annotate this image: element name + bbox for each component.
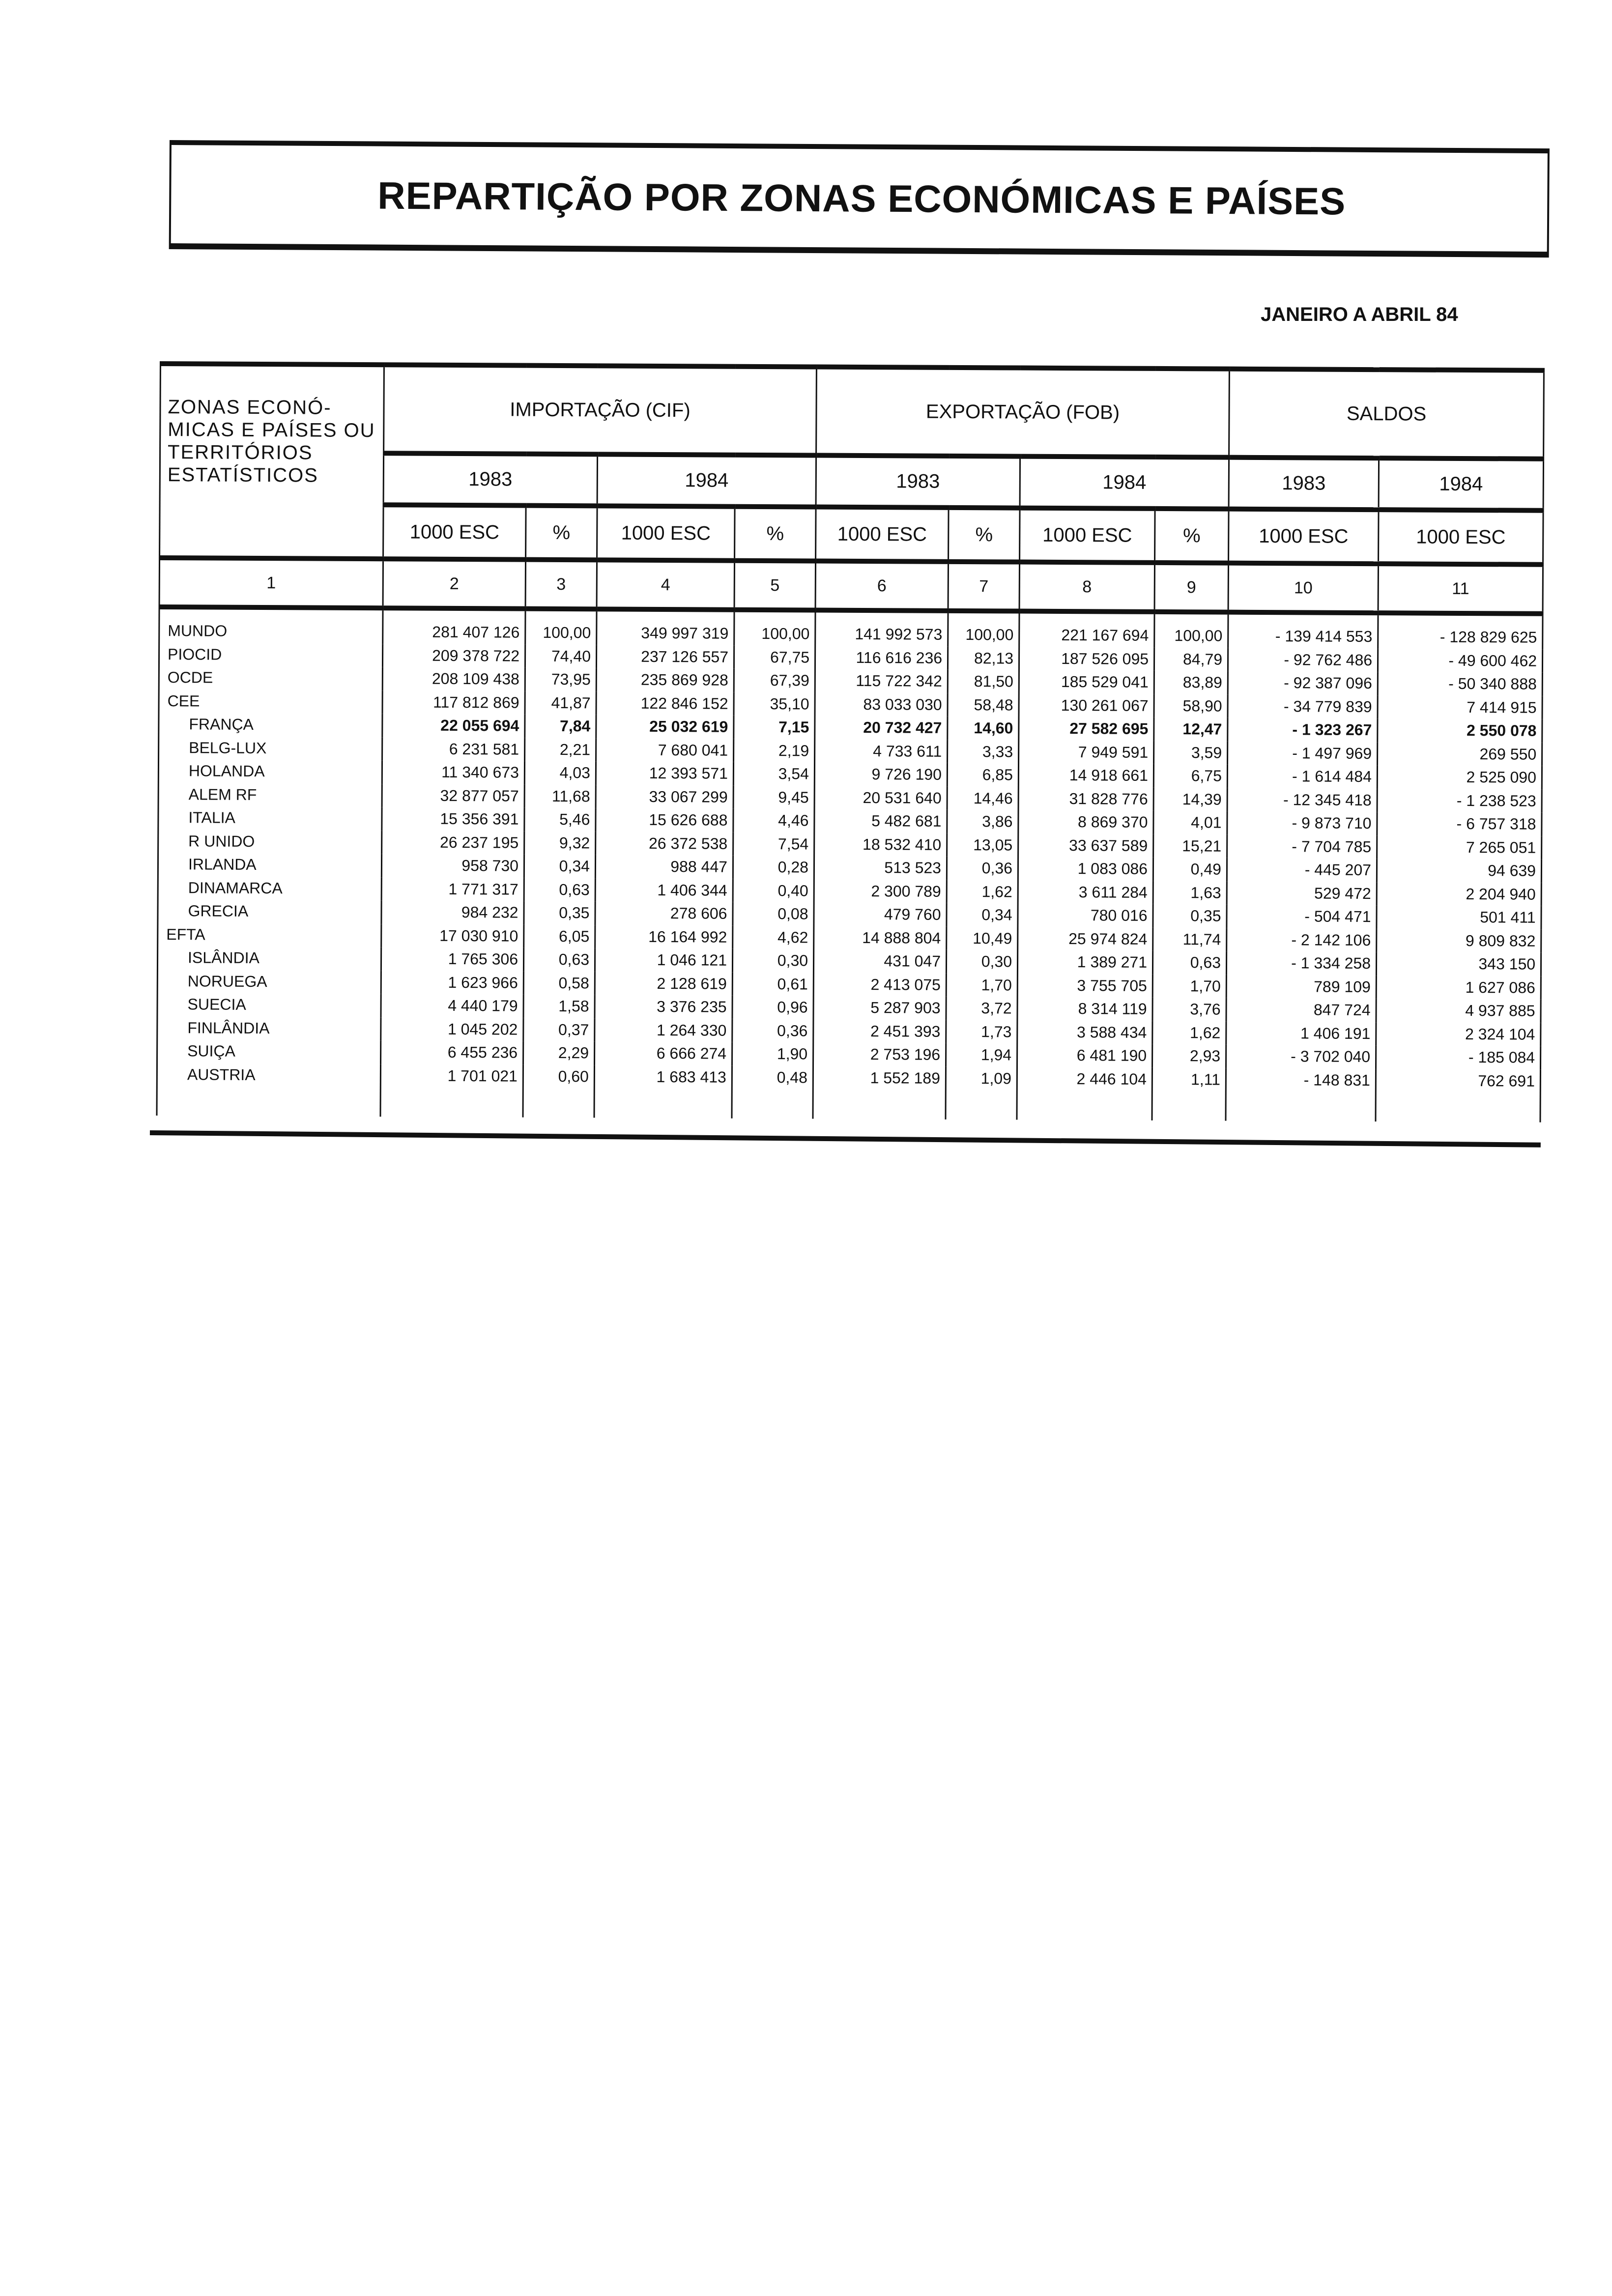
cell-exp84: 27 582 695: [1019, 717, 1154, 741]
cell-exp84p: 4,01: [1153, 811, 1227, 834]
cell-imp84: 237 126 557: [596, 645, 734, 669]
cell-exp83p: 82,13: [948, 646, 1019, 670]
cell-imp83p: 100,00: [525, 609, 597, 645]
cell-imp84: 1 683 413: [594, 1065, 732, 1119]
cell-exp84p: 83,89: [1154, 671, 1228, 694]
cell-imp83: 958 730: [381, 854, 524, 878]
cell-exp84: 780 016: [1018, 904, 1153, 928]
cell-imp83p: 73,95: [525, 668, 596, 691]
cell-imp83: 281 407 126: [383, 608, 525, 644]
col-number: 9: [1154, 563, 1228, 612]
cell-exp84p: 14,39: [1153, 787, 1227, 811]
cell-imp83: 32 877 057: [382, 784, 524, 808]
cell-exp83p: 0,36: [947, 857, 1018, 880]
cell-exp84: 1 389 271: [1017, 950, 1152, 975]
cell-sal83: 1 406 191: [1226, 1021, 1376, 1045]
unit-header: 1000 ESC: [383, 505, 526, 559]
saldos-group-header: SALDOS: [1229, 369, 1544, 459]
cell-sal83: - 139 414 553: [1228, 612, 1378, 649]
cell-imp83p: 0,35: [524, 901, 595, 925]
zone-name: AUSTRIA: [157, 1062, 381, 1117]
cell-exp84: 33 637 589: [1018, 833, 1153, 858]
period-label: JANEIRO A ABRIL 84: [1261, 304, 1458, 325]
cell-imp84: 26 372 538: [596, 832, 733, 856]
cell-imp84p: 67,75: [734, 645, 815, 669]
cell-imp84p: 35,10: [734, 692, 815, 716]
cell-imp84: 988 447: [595, 855, 733, 879]
cell-imp84: 33 067 299: [596, 785, 733, 809]
zone-name: GRECIA: [158, 899, 381, 924]
pct-header: %: [735, 507, 816, 561]
cell-sal83: - 504 471: [1227, 905, 1377, 929]
unit-header: 1000 ESC: [1379, 510, 1544, 565]
cell-sal83: - 34 779 839: [1228, 694, 1378, 718]
cell-exp83: 116 616 236: [815, 646, 948, 670]
cell-exp84p: 3,76: [1152, 998, 1226, 1021]
cell-exp84p: 3,59: [1154, 741, 1228, 764]
import-group-header: IMPORTAÇÃO (CIF): [384, 365, 817, 455]
col-number: 8: [1019, 562, 1154, 612]
cell-imp84: 25 032 619: [596, 715, 734, 739]
cell-sal84: - 49 600 462: [1378, 649, 1542, 673]
table-body: [157, 607, 1543, 1122]
zone-name: SUECIA: [157, 993, 381, 1017]
cell-sal84: 2 525 090: [1377, 765, 1542, 789]
cell-exp83: 1 552 189: [813, 1066, 946, 1119]
cell-sal84: 4 937 885: [1376, 999, 1541, 1023]
cell-imp83: 117 812 869: [382, 690, 525, 715]
cell-sal83: - 3 702 040: [1226, 1045, 1376, 1069]
cell-imp83: 1 045 202: [381, 1017, 523, 1041]
col-number: 7: [948, 562, 1019, 611]
cell-sal83: - 7 704 785: [1227, 834, 1377, 859]
cell-imp83p: 11,68: [524, 784, 596, 808]
cell-imp83: 6 455 236: [381, 1040, 523, 1064]
cell-imp83: 17 030 910: [381, 924, 524, 948]
cell-imp84p: 0,61: [732, 972, 813, 996]
cell-sal84: 2 550 078: [1378, 718, 1542, 743]
cell-exp84: 2 446 104: [1017, 1067, 1152, 1120]
zone-name: ITALIA: [158, 806, 382, 831]
cell-exp83: 20 531 640: [814, 786, 947, 810]
cell-imp84: 2 128 619: [595, 972, 732, 996]
cell-exp84p: 11,74: [1153, 927, 1227, 951]
cell-exp83: 18 532 410: [814, 832, 947, 857]
cell-exp83p: 0,34: [947, 903, 1018, 927]
cell-imp83p: 6,05: [524, 924, 595, 948]
cell-imp84: 278 606: [595, 901, 733, 925]
cell-sal84: 7 265 051: [1377, 835, 1542, 860]
cell-sal83: 789 109: [1226, 975, 1376, 999]
col-number: 5: [734, 561, 816, 610]
zone-name: MUNDO: [159, 607, 383, 644]
cell-exp83: 5 482 681: [814, 809, 947, 833]
cell-sal83: - 2 142 106: [1227, 928, 1377, 952]
cell-imp83p: 0,60: [523, 1064, 595, 1118]
cell-exp83p: 81,50: [948, 670, 1019, 693]
cell-sal84: 762 691: [1376, 1069, 1541, 1122]
cell-exp83p: 3,86: [947, 810, 1018, 833]
cell-exp84: 3 611 284: [1018, 880, 1153, 904]
cell-exp84p: 58,90: [1154, 694, 1228, 718]
cell-imp84: 6 666 274: [595, 1041, 732, 1065]
zone-name: NORUEGA: [157, 969, 381, 994]
cell-sal84: 7 414 915: [1378, 695, 1542, 719]
cell-exp83p: 0,30: [946, 950, 1017, 974]
cell-imp83p: 0,63: [524, 878, 595, 901]
cell-imp83: 1 765 306: [381, 947, 523, 971]
col-number: 1: [159, 558, 383, 608]
cell-imp84: 1 046 121: [595, 948, 732, 972]
saldos-1984-header: 1984: [1379, 458, 1544, 511]
cell-exp84: 6 481 190: [1017, 1044, 1152, 1068]
pct-header: %: [949, 508, 1020, 562]
cell-exp84: 185 529 041: [1019, 670, 1154, 694]
cell-exp83: 2 300 789: [814, 879, 947, 903]
cell-imp84p: 2,19: [734, 739, 815, 762]
zone-name: HOLANDA: [158, 759, 382, 784]
cell-imp84p: 4,62: [733, 925, 814, 949]
cell-exp83p: 1,94: [946, 1043, 1017, 1067]
cell-exp84: 221 167 694: [1019, 611, 1154, 648]
cell-exp84: 187 526 095: [1019, 647, 1154, 671]
cell-imp83: 26 237 195: [382, 831, 524, 855]
cell-imp84p: 0,48: [732, 1065, 813, 1119]
cell-imp84: 1 264 330: [595, 1018, 732, 1042]
cell-exp83p: 10,49: [947, 926, 1018, 950]
cell-exp83: 20 732 427: [815, 716, 948, 740]
import-1983-header: 1983: [383, 453, 598, 506]
cell-sal84: - 128 829 625: [1378, 613, 1543, 649]
cell-exp84p: 1,62: [1152, 1021, 1226, 1044]
cell-exp83p: 1,09: [946, 1066, 1017, 1119]
export-1983-header: 1983: [816, 456, 1020, 508]
zone-name: FRANÇA: [159, 713, 382, 737]
pct-header: %: [1155, 509, 1229, 563]
unit-header: 1000 ESC: [816, 507, 949, 562]
cell-exp84: 3 588 434: [1017, 1020, 1152, 1044]
cell-exp83: 479 760: [814, 903, 947, 927]
cell-sal83: - 445 207: [1227, 858, 1377, 882]
zone-name: IRLANDA: [158, 853, 381, 877]
cell-sal84: - 185 084: [1376, 1045, 1541, 1069]
cell-exp83p: 1,73: [946, 1020, 1017, 1043]
cell-exp84p: 1,70: [1152, 974, 1226, 998]
cell-exp83: 4 733 611: [815, 739, 948, 763]
cell-sal84: 501 411: [1377, 905, 1541, 929]
cell-sal83: - 1 497 969: [1228, 741, 1378, 765]
cell-imp84: 1 406 344: [595, 878, 733, 902]
cell-imp84: 3 376 235: [595, 995, 732, 1019]
cell-imp83p: 4,03: [524, 761, 596, 785]
cell-imp83: 1 771 317: [381, 877, 524, 901]
cell-exp83: 513 523: [814, 856, 947, 880]
table-row: [157, 1062, 1541, 1122]
cell-exp84p: 84,79: [1154, 647, 1228, 671]
cell-imp84p: 0,36: [732, 1019, 813, 1042]
cell-exp83: 2 753 196: [813, 1043, 946, 1067]
cell-sal84: 1 627 086: [1376, 976, 1541, 1000]
zone-name: R UNIDO: [158, 829, 382, 854]
col-number: 11: [1378, 564, 1543, 614]
cell-exp83p: 3,72: [946, 997, 1017, 1020]
cell-sal84: 9 809 832: [1377, 929, 1541, 953]
cell-sal84: - 1 238 523: [1377, 789, 1542, 813]
cell-imp83p: 2,21: [525, 738, 596, 761]
unit-header: 1000 ESC: [1020, 508, 1155, 563]
cell-exp83: 141 992 573: [815, 610, 948, 647]
cell-exp83p: 14,60: [948, 717, 1019, 740]
cell-sal83: - 1 323 267: [1228, 718, 1378, 742]
cell-exp83p: 3,33: [948, 740, 1019, 763]
cell-imp83p: 5,46: [524, 808, 596, 832]
cell-exp83p: 14,46: [947, 786, 1018, 810]
cell-imp83p: 0,37: [523, 1018, 595, 1041]
cell-sal83: - 1 334 258: [1226, 951, 1376, 976]
cell-imp83p: 0,34: [524, 855, 595, 878]
cell-sal83: - 1 614 484: [1227, 765, 1377, 789]
cell-imp84p: 4,46: [733, 809, 814, 832]
cell-exp84: 3 755 705: [1017, 974, 1152, 998]
cell-exp83p: 13,05: [947, 833, 1018, 857]
cell-exp84p: 0,63: [1152, 951, 1226, 975]
trade-table-container: [156, 361, 1543, 1122]
cell-imp84p: 0,30: [732, 949, 813, 973]
cell-imp83p: 41,87: [525, 691, 596, 715]
cell-imp83: 4 440 179: [381, 994, 523, 1018]
cell-sal84: - 50 340 888: [1378, 672, 1542, 696]
col-number: 6: [815, 561, 948, 611]
cell-imp83p: 74,40: [525, 644, 596, 668]
cell-imp84p: 7,15: [734, 716, 815, 739]
saldos-1983-header: 1983: [1229, 458, 1379, 510]
col-number: 2: [383, 559, 525, 608]
cell-exp84: 7 949 591: [1019, 740, 1154, 764]
cell-sal84: 343 150: [1376, 952, 1541, 976]
page-title: REPARTIÇÃO POR ZONAS ECONÓMICAS E PAÍSES: [377, 173, 1346, 223]
zone-name: DINAMARCA: [158, 876, 381, 900]
cell-imp84: 12 393 571: [596, 761, 733, 785]
cell-exp83: 9 726 190: [814, 763, 947, 787]
cell-imp84: 7 680 041: [596, 738, 734, 762]
cell-imp84p: 0,28: [733, 856, 814, 879]
cell-imp83p: 7,84: [525, 715, 596, 738]
cell-sal83: - 9 873 710: [1227, 811, 1377, 835]
cell-exp83p: 6,85: [947, 763, 1018, 787]
cell-imp84p: 9,45: [733, 785, 814, 809]
zone-name: SUIÇA: [157, 1039, 381, 1064]
unit-header: 1000 ESC: [1229, 509, 1379, 564]
cell-imp84p: 3,54: [733, 762, 814, 786]
cell-imp83p: 9,32: [524, 831, 596, 855]
cell-exp83: 2 413 075: [813, 973, 946, 997]
cell-exp83: 2 451 393: [813, 1019, 946, 1043]
cell-sal83: 529 472: [1227, 881, 1377, 905]
cell-sal83: 847 724: [1226, 998, 1376, 1022]
cell-sal84: 2 324 104: [1376, 1022, 1541, 1046]
cell-exp83: 115 722 342: [815, 669, 948, 693]
cell-imp83: 1 701 021: [380, 1064, 523, 1118]
bottom-rule: [150, 1130, 1541, 1148]
cell-sal83: - 92 762 486: [1228, 648, 1378, 672]
cell-exp83: 5 287 903: [813, 996, 946, 1020]
cell-imp84p: 1,90: [732, 1042, 813, 1066]
zone-name: FINLÂNDIA: [157, 1016, 381, 1040]
cell-imp84p: 100,00: [734, 610, 815, 646]
cell-imp84p: 67,39: [734, 669, 815, 692]
cell-imp84: 16 164 992: [595, 925, 733, 949]
cell-exp84p: 6,75: [1153, 764, 1227, 788]
cell-exp84p: 12,47: [1154, 718, 1228, 741]
cell-exp84: 31 828 776: [1018, 787, 1153, 811]
zone-name: CEE: [159, 689, 382, 714]
cell-imp84p: 0,96: [732, 996, 813, 1019]
cell-imp83p: 0,63: [523, 948, 595, 972]
col-number: 3: [525, 560, 597, 609]
cell-exp84: 25 974 824: [1018, 927, 1153, 951]
cell-exp84: 8 869 370: [1018, 810, 1153, 834]
cell-exp83: 83 033 030: [815, 692, 948, 717]
cell-sal83: - 148 831: [1226, 1068, 1376, 1121]
cell-imp83: 209 378 722: [382, 644, 525, 668]
zone-name: OCDE: [159, 666, 382, 690]
cell-imp83: 6 231 581: [382, 737, 525, 761]
cell-exp83p: 1,62: [947, 880, 1018, 903]
cell-exp84p: 2,93: [1152, 1044, 1226, 1068]
cell-exp83p: 58,48: [948, 693, 1019, 717]
cell-sal84: 269 550: [1378, 742, 1542, 766]
cell-imp84: 122 846 152: [596, 691, 734, 716]
col-number: 10: [1228, 563, 1378, 613]
cell-imp84p: 0,08: [733, 902, 814, 926]
cell-imp83p: 1,58: [523, 995, 595, 1018]
cell-sal84: - 6 757 318: [1377, 812, 1542, 836]
zone-name: PIOCID: [159, 643, 382, 667]
cell-sal84: 2 204 940: [1377, 882, 1541, 906]
cell-exp84p: 1,11: [1152, 1067, 1226, 1120]
import-1984-header: 1984: [597, 454, 816, 507]
cell-exp84p: 0,35: [1153, 904, 1227, 928]
cell-imp83p: 2,29: [523, 1041, 595, 1065]
zone-name: EFTA: [158, 922, 381, 947]
zone-column-header: ZONAS ECONÓ- MICAS E PAÍSES OU TERRITÓRIOS ESTATÍSTICOS: [160, 364, 384, 559]
pct-header: %: [526, 506, 598, 560]
unit-header: 1000 ESC: [597, 506, 735, 560]
trade-table: [156, 361, 1545, 1122]
export-1984-header: 1984: [1020, 457, 1229, 509]
cell-imp83p: 0,58: [523, 971, 595, 995]
cell-exp84p: 1,63: [1153, 881, 1227, 904]
cell-imp83: 1 623 966: [381, 971, 523, 995]
cell-exp83: 431 047: [813, 949, 946, 974]
cell-imp83: 208 109 438: [382, 667, 525, 691]
table-row: [159, 607, 1543, 649]
cell-imp83: 11 340 673: [382, 760, 524, 784]
cell-imp83: 984 232: [381, 900, 524, 924]
cell-exp83p: 1,70: [946, 973, 1017, 997]
cell-exp83: 14 888 804: [814, 926, 947, 950]
cell-exp84: 1 083 086: [1018, 857, 1153, 881]
cell-imp84p: 0,40: [733, 879, 814, 902]
zone-name: ALEM RF: [158, 782, 382, 807]
zone-name: ISLÂNDIA: [157, 946, 381, 971]
cell-imp84: 235 869 928: [596, 668, 734, 692]
cell-exp84p: 100,00: [1154, 612, 1228, 648]
cell-imp84: 15 626 688: [596, 808, 733, 832]
cell-sal83: - 92 387 096: [1228, 671, 1378, 695]
cell-exp84p: 15,21: [1153, 834, 1227, 858]
zone-name: BELG-LUX: [159, 736, 382, 760]
cell-imp84p: 7,54: [733, 832, 814, 856]
cell-exp84: 14 918 661: [1018, 764, 1153, 788]
cell-sal83: - 12 345 418: [1227, 788, 1377, 812]
cell-exp84p: 0,49: [1153, 858, 1227, 881]
cell-exp84: 130 261 067: [1019, 693, 1154, 718]
title-box: [169, 140, 1550, 258]
cell-sal84: 94 639: [1377, 859, 1541, 883]
cell-imp83: 15 356 391: [382, 807, 524, 831]
cell-exp84: 8 314 119: [1017, 997, 1152, 1021]
cell-imp84: 349 997 319: [597, 609, 734, 645]
col-number: 4: [597, 560, 734, 609]
cell-exp83p: 100,00: [948, 611, 1019, 647]
export-group-header: EXPORTAÇÃO (FOB): [816, 367, 1230, 458]
cell-imp83: 22 055 694: [382, 714, 525, 738]
